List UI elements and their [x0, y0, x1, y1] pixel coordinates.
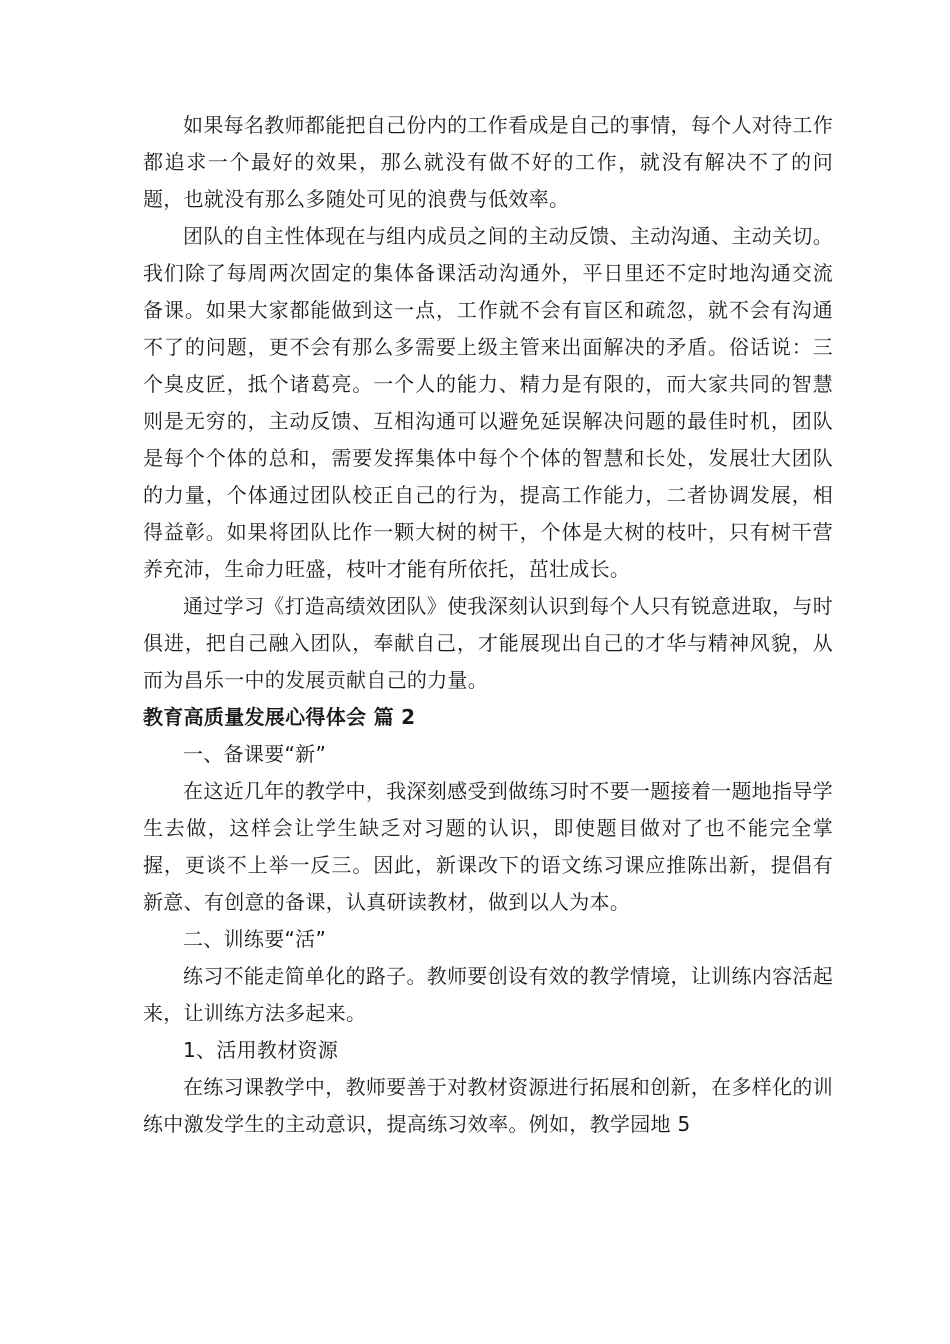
paragraph-2: 团队的自主性体现在与组内成员之间的主动反馈、主动沟通、主动关切。我们除了每周两次固定的集体备课活动沟通外，平日里还不定时地沟通交流备课。如果大家都能做到这一点，工作就不会有盲区和疏忽，就不会有沟通不了的问题，更不会有那么多需要上级主管来出面解决的矛盾。俗话说：三个臭皮匠，抵个诸葛亮。一个人的能力、精力是有限的，而大家共同的智慧则是无穷的，主动反馈、互相沟通可以避免延误解决问题的最佳时机，团队是每个个体的总和，需要发挥集体中每个个体的智慧和长处，发展壮大团队的力量，个体通过团队校正自己的行为，提高工作能力，二者协调发展，相得益彰。如果将团队比作一颗大树的树干，个体是大树的枝叶，只有树干营养充沛，生命力旺盛，枝叶才能有所依托，茁壮成长。 [143, 224, 833, 581]
document-body [143, 107, 833, 1143]
section-heading: 教育高质量发展心得体会 篇 2 [143, 705, 416, 729]
paragraph-1: 如果每名教师都能把自己份内的工作看成是自己的事情，每个人对待工作都追求一个最好的效果，那么就没有做不好的工作，就没有解决不了的问题，也就没有那么多随处可见的浪费与低效率。 [143, 113, 833, 211]
paragraph-6: 在练习课教学中，教师要善于对教材资源进行拓展和创新，在多样化的训练中激发学生的主动意识，提高练习效率。例如，教学园地 5 [143, 1075, 833, 1136]
subheading-2: 二、训练要“活” [183, 927, 327, 951]
paragraph-4: 在这近几年的教学中，我深刻感受到做练习时不要一题接着一题地指导学生去做，这样会让学生缺乏对习题的认识，即使题目做对了也不能完全掌握，更谈不上举一反三。因此，新课改下的语文练习课应推陈出新，提倡有新意、有创意的备课，认真研读教材，做到以人为本。 [143, 779, 833, 914]
paragraph-3: 通过学习《打造高绩效团队》使我深刻认识到每个人只有锐意进取，与时俱进，把自己融入团队，奉献自己，才能展现出自己的才华与精神风貌，从而为昌乐一中的发展贡献自己的力量。 [143, 594, 833, 692]
subheading-3: 1、活用教材资源 [183, 1038, 339, 1062]
subheading-1: 一、备课要“新” [183, 742, 327, 766]
paragraph-5: 练习不能走简单化的路子。教师要创设有效的教学情境，让训练内容活起来，让训练方法多起来。 [143, 964, 833, 1025]
